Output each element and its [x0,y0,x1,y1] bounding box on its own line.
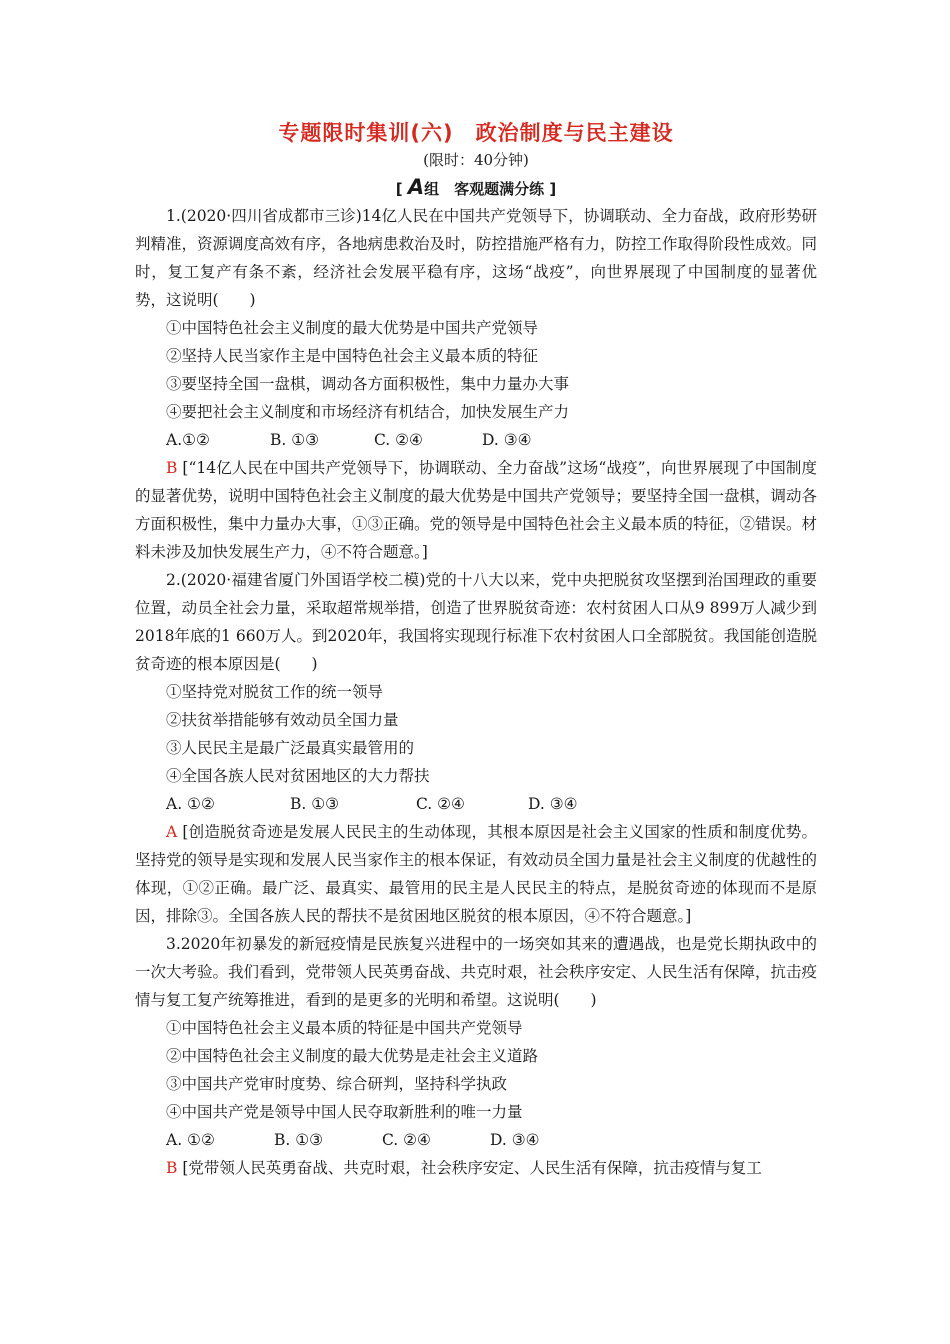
question-option: ②扶贫举措能够有效动员全国力量 [166,711,399,729]
question-option: ④全国各族人民对贫困地区的大力帮扶 [166,767,430,785]
choice-c: C. ②④ [416,795,465,813]
choice-c: C. ②④ [374,431,423,449]
answer-choices [135,426,817,454]
section-letter: A [407,175,425,199]
question-option: ④要把社会主义制度和市场经济有机结合，加快发展生产力 [166,403,570,421]
choice-a: A. ①② [166,795,215,813]
answer-explanation [135,1154,817,1182]
answer-text: [党带领人民英勇奋战、共克时艰，社会秩序安定、人民生活有保障，抗击疫情与复工 [182,1159,762,1177]
question-option: ②坚持人民当家作主是中国特色社会主义最本质的特征 [166,347,539,365]
answer-explanation [135,454,817,566]
document-page [135,118,817,1182]
question-option: ③中国共产党审时度势、综合研判，坚持科学执政 [166,1075,508,1093]
question-option: ④中国共产党是领导中国人民夺取新胜利的唯一力量 [166,1103,523,1121]
answer-key: A [166,823,178,841]
choice-d: D. ③④ [490,1131,540,1149]
question-stem: 3.2020年初暴发的新冠疫情是民族复兴进程中的一场突如其来的遭遇战，也是党长期执政中的一次大考验。我们看到，党带领人民英勇奋战、共克时艰，社会秩序安定、人民生活有保障，抗击疫情与复工复产统筹推进，看到的是更多的光明和希望。这说明( ) [135,935,818,1009]
question-stem: 2.(2020·福建省厦门外国语学校二模)党的十八大以来，党中央把脱贫攻坚摆到治国理政的重要位置，动员全社会力量，采取超常规举措，创造了世界脱贫奇迹：农村贫困人口从9 899万人减少到2018年底的1 660万人。到2020年，我国将实现现行标准下农村贫困人口全部脱贫。我国能创造脱贫奇迹的根本原因是( ) [135,571,817,673]
question-stem: 1.(2020·四川省成都市三诊)14亿人民在中国共产党领导下，协调联动、全力奋战，政府形势研判精准，资源调度高效有序，各地病患救治及时，防控措施严格有力，防控工作取得阶段性成效。同时，复工复产有条不紊，经济社会发展平稳有序，这场“战疫”，向世界展现了中国制度的显著优势，这说明( ) [135,207,818,309]
question-block [135,202,817,566]
page-title: 专题限时集训(六) 政治制度与民主建设 [278,121,674,145]
question-option: ①中国特色社会主义制度的最大优势是中国共产党领导 [166,319,539,337]
choice-a: A.①② [166,431,210,449]
section-label: 组 客观题满分练 [424,180,545,198]
question-block [135,930,817,1182]
section-bracket-right: ] [549,180,557,198]
question-option: ①坚持党对脱贫工作的统一领导 [166,683,384,701]
answer-choices [135,1126,817,1154]
choice-c: C. ②④ [382,1131,431,1149]
answer-explanation [135,818,817,930]
choice-b: B. ①③ [270,431,320,449]
choice-d: D. ③④ [482,431,532,449]
question-option: ③人民民主是最广泛最真实最管用的 [166,739,415,757]
choice-b: B. ①③ [290,795,340,813]
section-bracket-left: [ [395,180,403,198]
answer-text: [“14亿人民在中国共产党领导下，协调联动、全力奋战”这场“战疫”，向世界展现了中国制度的显著优势，说明中国特色社会主义制度的最大优势是中国共产党领导；要坚持全国一盘棋，调动各方面积极性，集中力量办大事，①③正确。党的领导是中国特色社会主义最本质的特征，②错误。材料未涉及加快发展生产力，④不符合题意。] [135,459,818,561]
answer-key: B [166,459,178,477]
answer-key: B [166,1159,178,1177]
time-limit: (限时：40分钟) [423,151,529,169]
choice-d: D. ③④ [528,795,578,813]
question-option: ②中国特色社会主义制度的最大优势是走社会主义道路 [166,1047,539,1065]
choice-a: A. ①② [166,1131,215,1149]
question-option: ①中国特色社会主义最本质的特征是中国共产党领导 [166,1019,523,1037]
section-heading [135,172,817,202]
answer-text: [创造脱贫奇迹是发展人民民主的生动体现，其根本原因是社会主义国家的性质和制度优势。坚持党的领导是实现和发展人民当家作主的根本保证，有效动员全国力量是社会主义制度的优越性的体现，①②正确。最广泛、最真实、最管用的民主是人民民主的特点，是脱贫奇迹的体现而不是原因，排除③。全国各族人民的帮扶不是贫困地区脱贫的根本原因，④不符合题意。] [135,823,818,925]
answer-choices [135,790,817,818]
choice-b: B. ①③ [274,1131,324,1149]
question-option: ③要坚持全国一盘棋，调动各方面积极性，集中力量办大事 [166,375,570,393]
question-block [135,566,817,930]
